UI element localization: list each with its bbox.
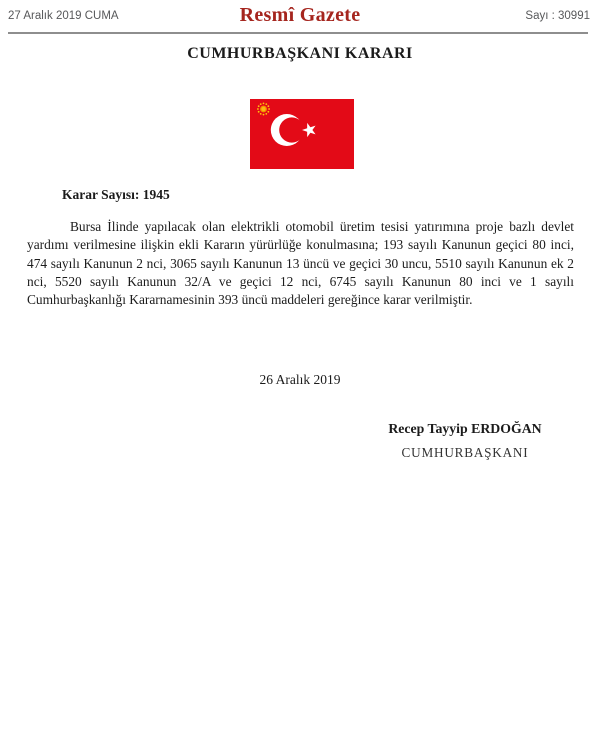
decree-heading: CUMHURBAŞKANI KARARI [187,45,413,62]
signature-block [355,421,575,461]
signer-title: CUMHURBAŞKANI [401,445,529,460]
header-divider [8,32,588,34]
decision-date: 26 Aralık 2019 [259,372,341,387]
gazette-issue-number: Sayı : 30991 [525,10,590,22]
decision-number: Karar Sayısı: 1945 [62,187,170,202]
gazette-date: 27 Aralık 2019 CUMA [8,10,119,22]
turkish-presidential-flag-image [250,99,354,169]
turkish-presidential-flag-icon [250,99,354,169]
signer-name: Recep Tayyip ERDOĞAN [388,421,542,436]
gazette-masthead-title: Resmî Gazete [239,4,361,26]
decree-body-paragraph: Bursa İlinde yapılacak olan elektrikli otomobil üretim tesisi yatırımına proje bazlı devlet yardımı verilmesine ilişkin ekli Kararın yürürlüğe konulmasına; 193 sayılı Kanunun geçici 80 inci, 474 sayılı Kanunun 2 nci, 3065 sayılı Kanunun 13 üncü ve geçici 30 uncu, 5510 sayılı Kanunun ek 2 nci, 5520 sayılı Kanunun 32/A ve geçici 12 nci, 6745 sayılı Kanunun 80 inci ve 1 sayılı Cumhurbaşkanlığı Kararnamesinin 393 üncü maddeleri gereğince karar verilmiştir. [27,219,574,308]
